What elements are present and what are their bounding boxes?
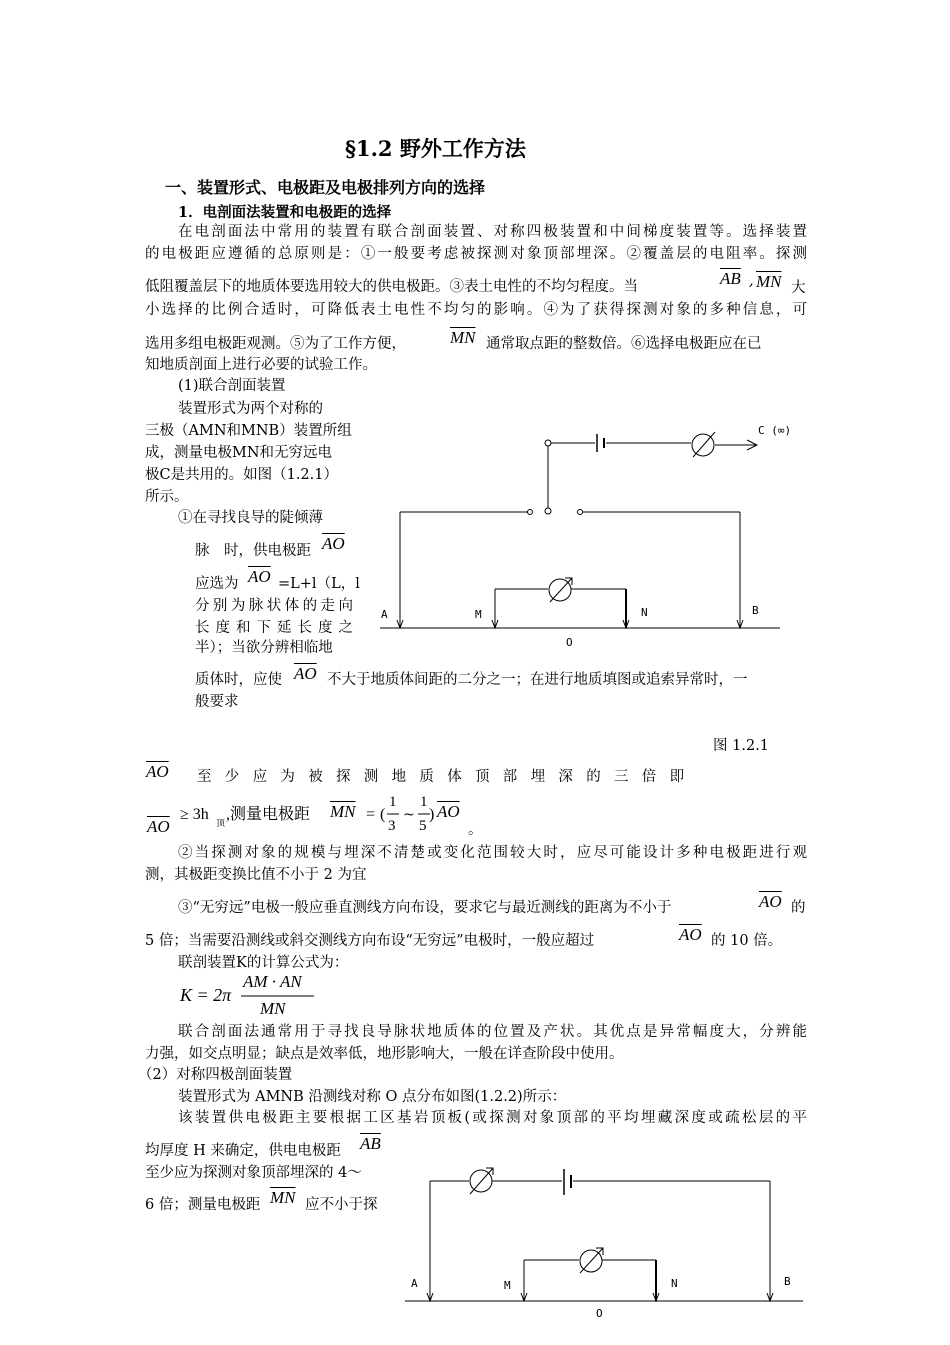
joint-item3: 5 倍；当需要沿测线或斜交测线方向布设“无穷远”电极时，一般应超过 [145, 933, 595, 949]
joint-item1: 质体时，应使 [195, 672, 282, 688]
para-line: 选用多组电极距观测。⑤为了工作方便， [145, 336, 406, 352]
sym4-para: 应不小于探 [305, 1197, 378, 1213]
sym4-para: 均厚度 H 来确定，供电电极距 [145, 1143, 341, 1159]
joint-item1: 般要求 [195, 694, 239, 710]
para-line: 知地质剖面上进行必要的试验工作。 [145, 357, 377, 373]
formula-num: 1 [420, 794, 428, 810]
symbol-mn: $\overline{MN}$ [330, 802, 356, 821]
joint-summary: 联合剖面法通常用于寻找良导脉状地质体的位置及产状。其优点是异常幅度大，分辨能 [178, 1024, 807, 1040]
fig1-label-n: N [641, 606, 648, 619]
formula-den: 5 [419, 818, 427, 834]
formula-part: ,测量电极距 [226, 806, 311, 823]
joint-item1: ①在寻找良导的陡倾薄 [178, 510, 323, 526]
formula-period: 。 [468, 822, 483, 838]
para-line: 的电极距应遵循的总原则是：①一般要考虑被探测对象顶部埋深。②覆盖层的电阻率。探测 [145, 246, 807, 262]
joint-desc: 三极（AMN和MNB）装置所组 [145, 423, 352, 439]
formula-paren: ) [429, 806, 435, 823]
formula-den: 3 [388, 818, 396, 834]
fraction-bars [385, 812, 435, 816]
joint-heading: (1)联合剖面装置 [178, 378, 286, 394]
symbol-ab: $\overline{AB}$ [360, 1134, 381, 1153]
fig2-label-o: O [596, 1307, 603, 1320]
sym4-para: 至少应为探测对象顶部埋深的 4～ [145, 1165, 362, 1181]
symbol-ao: $\overline{AO}$ [759, 892, 782, 911]
comma: , [749, 273, 754, 289]
fig1-label-o: O [566, 636, 573, 649]
symbol-ao: $\overline{AO}$ [437, 802, 460, 821]
formula-paren: ( [380, 806, 386, 823]
joint-item2: ②当探测对象的规模与埋深不清楚或变化范围较大时，应尽可能设计多种电极距进行观 [178, 845, 807, 861]
joint-item3: ③“无穷远”电极一般应垂直测线方向布设，要求它与最近测线的距离为不小于 [178, 900, 672, 916]
fig1-label-m: M [475, 608, 482, 621]
figure-caption: 图 1.2.1 [713, 738, 770, 754]
sym4-heading: （2）对称四极剖面装置 [138, 1067, 293, 1083]
joint-item2: 测，其极距变换比值不小于 2 为宜 [145, 867, 367, 883]
figure-1-2-1 [375, 412, 795, 652]
k-formula-lhs: K = 2π [180, 985, 232, 1005]
sym4-para: 该装置供电极距主要根据工区基岩顶板(或探测对象顶部的平均埋藏深度或疏松层的平 [178, 1110, 807, 1126]
joint-summary: 力强，如交点明显；缺点是效率低，地形影响大，一般在详查阶段中使用。 [145, 1046, 624, 1062]
formula-part: ≥ 3h [180, 806, 209, 823]
symbol-mn: $\overline{MN}$ [270, 1188, 296, 1207]
para-line: 在电剖面法中常用的装置有联合剖面装置、对称四极装置和中间梯度装置等。选择装置 [178, 224, 807, 240]
joint-item1: 不大于地质体间距的二分之一；在进行地质填图或追索异常时，一 [327, 672, 748, 688]
section-heading: 一、装置形式、电极距及电极排列方向的选择 [165, 178, 486, 197]
formula-subscript: 顶 [216, 819, 226, 829]
fig2-label-a: A [411, 1277, 418, 1290]
sym4-para: 装置形式为 AMNB 沿测线对称 O 点分布如图(1.2.2)所示： [178, 1089, 567, 1105]
joint-item3: 的 10 倍。 [711, 933, 783, 949]
symbol-ao: $\overline{AO}$ [322, 534, 345, 553]
para-line: 低阻覆盖层下的地质体要选用较大的供电极距。③表土电性的不均匀程度。当 [145, 279, 638, 295]
joint-item1: 脉 时，供电极距 [195, 543, 311, 559]
k-formula-label: 联剖装置K的计算公式为： [178, 955, 349, 971]
joint-item1: 分别为脉状体的走向 [195, 598, 353, 614]
symbol-ao: $\overline{AO}$ [679, 925, 702, 944]
para-line: 大 [791, 280, 806, 296]
k-formula-den: MN [260, 999, 286, 1018]
fig2-label-b: B [784, 1275, 791, 1288]
symbol-ao: $\overline{AO}$ [248, 567, 271, 586]
symbol-ao: $\overline{AO}$ [147, 817, 170, 836]
joint-item1: 半）；当欲分辨相临地 [195, 640, 333, 656]
fig1-label-b: B [752, 604, 759, 617]
fig1-label-c: C (∞) [758, 424, 792, 437]
formula-eq: = [366, 806, 376, 823]
joint-desc: 所示。 [145, 489, 189, 505]
para-line: 通常取点距的整数倍。⑥选择电极距应在已 [486, 336, 762, 352]
k-formula-num: AM · AN [243, 972, 302, 991]
symbol-mn: $\overline{MN}$ [756, 272, 782, 291]
fig1-label-a: A [381, 608, 388, 621]
symbol-ao: $\overline{AO}$ [146, 762, 169, 781]
para-line: 小选择的比例合适时，可降低表土电性不均匀的影响。④为了获得探测对象的多种信息，可 [145, 302, 807, 318]
joint-item1: 应选为 [195, 576, 239, 592]
joint-desc: 装置形式为两个对称的 [178, 401, 323, 417]
sym4-para: 6 倍；测量电极距 [145, 1197, 261, 1213]
fig2-label-m: M [504, 1279, 511, 1292]
subsection-heading: 1．电剖面法装置和电极距的选择 [178, 204, 392, 221]
k-fraction-bar [240, 994, 316, 998]
symbol-ab: $\overline{AB}$ [720, 269, 741, 288]
para-line: 至少应为被探测地质体顶部埋深的三倍即 [197, 769, 698, 785]
symbol-mn: $\overline{MN}$ [450, 328, 476, 347]
symbol-ao: $\overline{AO}$ [294, 664, 317, 683]
joint-item1: 长度和下延长度之 [195, 620, 353, 636]
joint-item1: =L+l（L，l [278, 576, 360, 592]
figure-1-2-2 [400, 1155, 810, 1343]
formula-num: 1 [389, 794, 397, 810]
joint-desc: 成，测量电极MN和无穷远电 [145, 445, 333, 461]
page-title: §1.2 野外工作方法 [345, 136, 526, 161]
joint-item3: 的 [791, 900, 806, 916]
joint-desc: 极C是共用的。如图（1.2.1） [145, 467, 338, 483]
formula-tilde: ~ [403, 807, 415, 823]
fig2-label-n: N [671, 1277, 678, 1290]
